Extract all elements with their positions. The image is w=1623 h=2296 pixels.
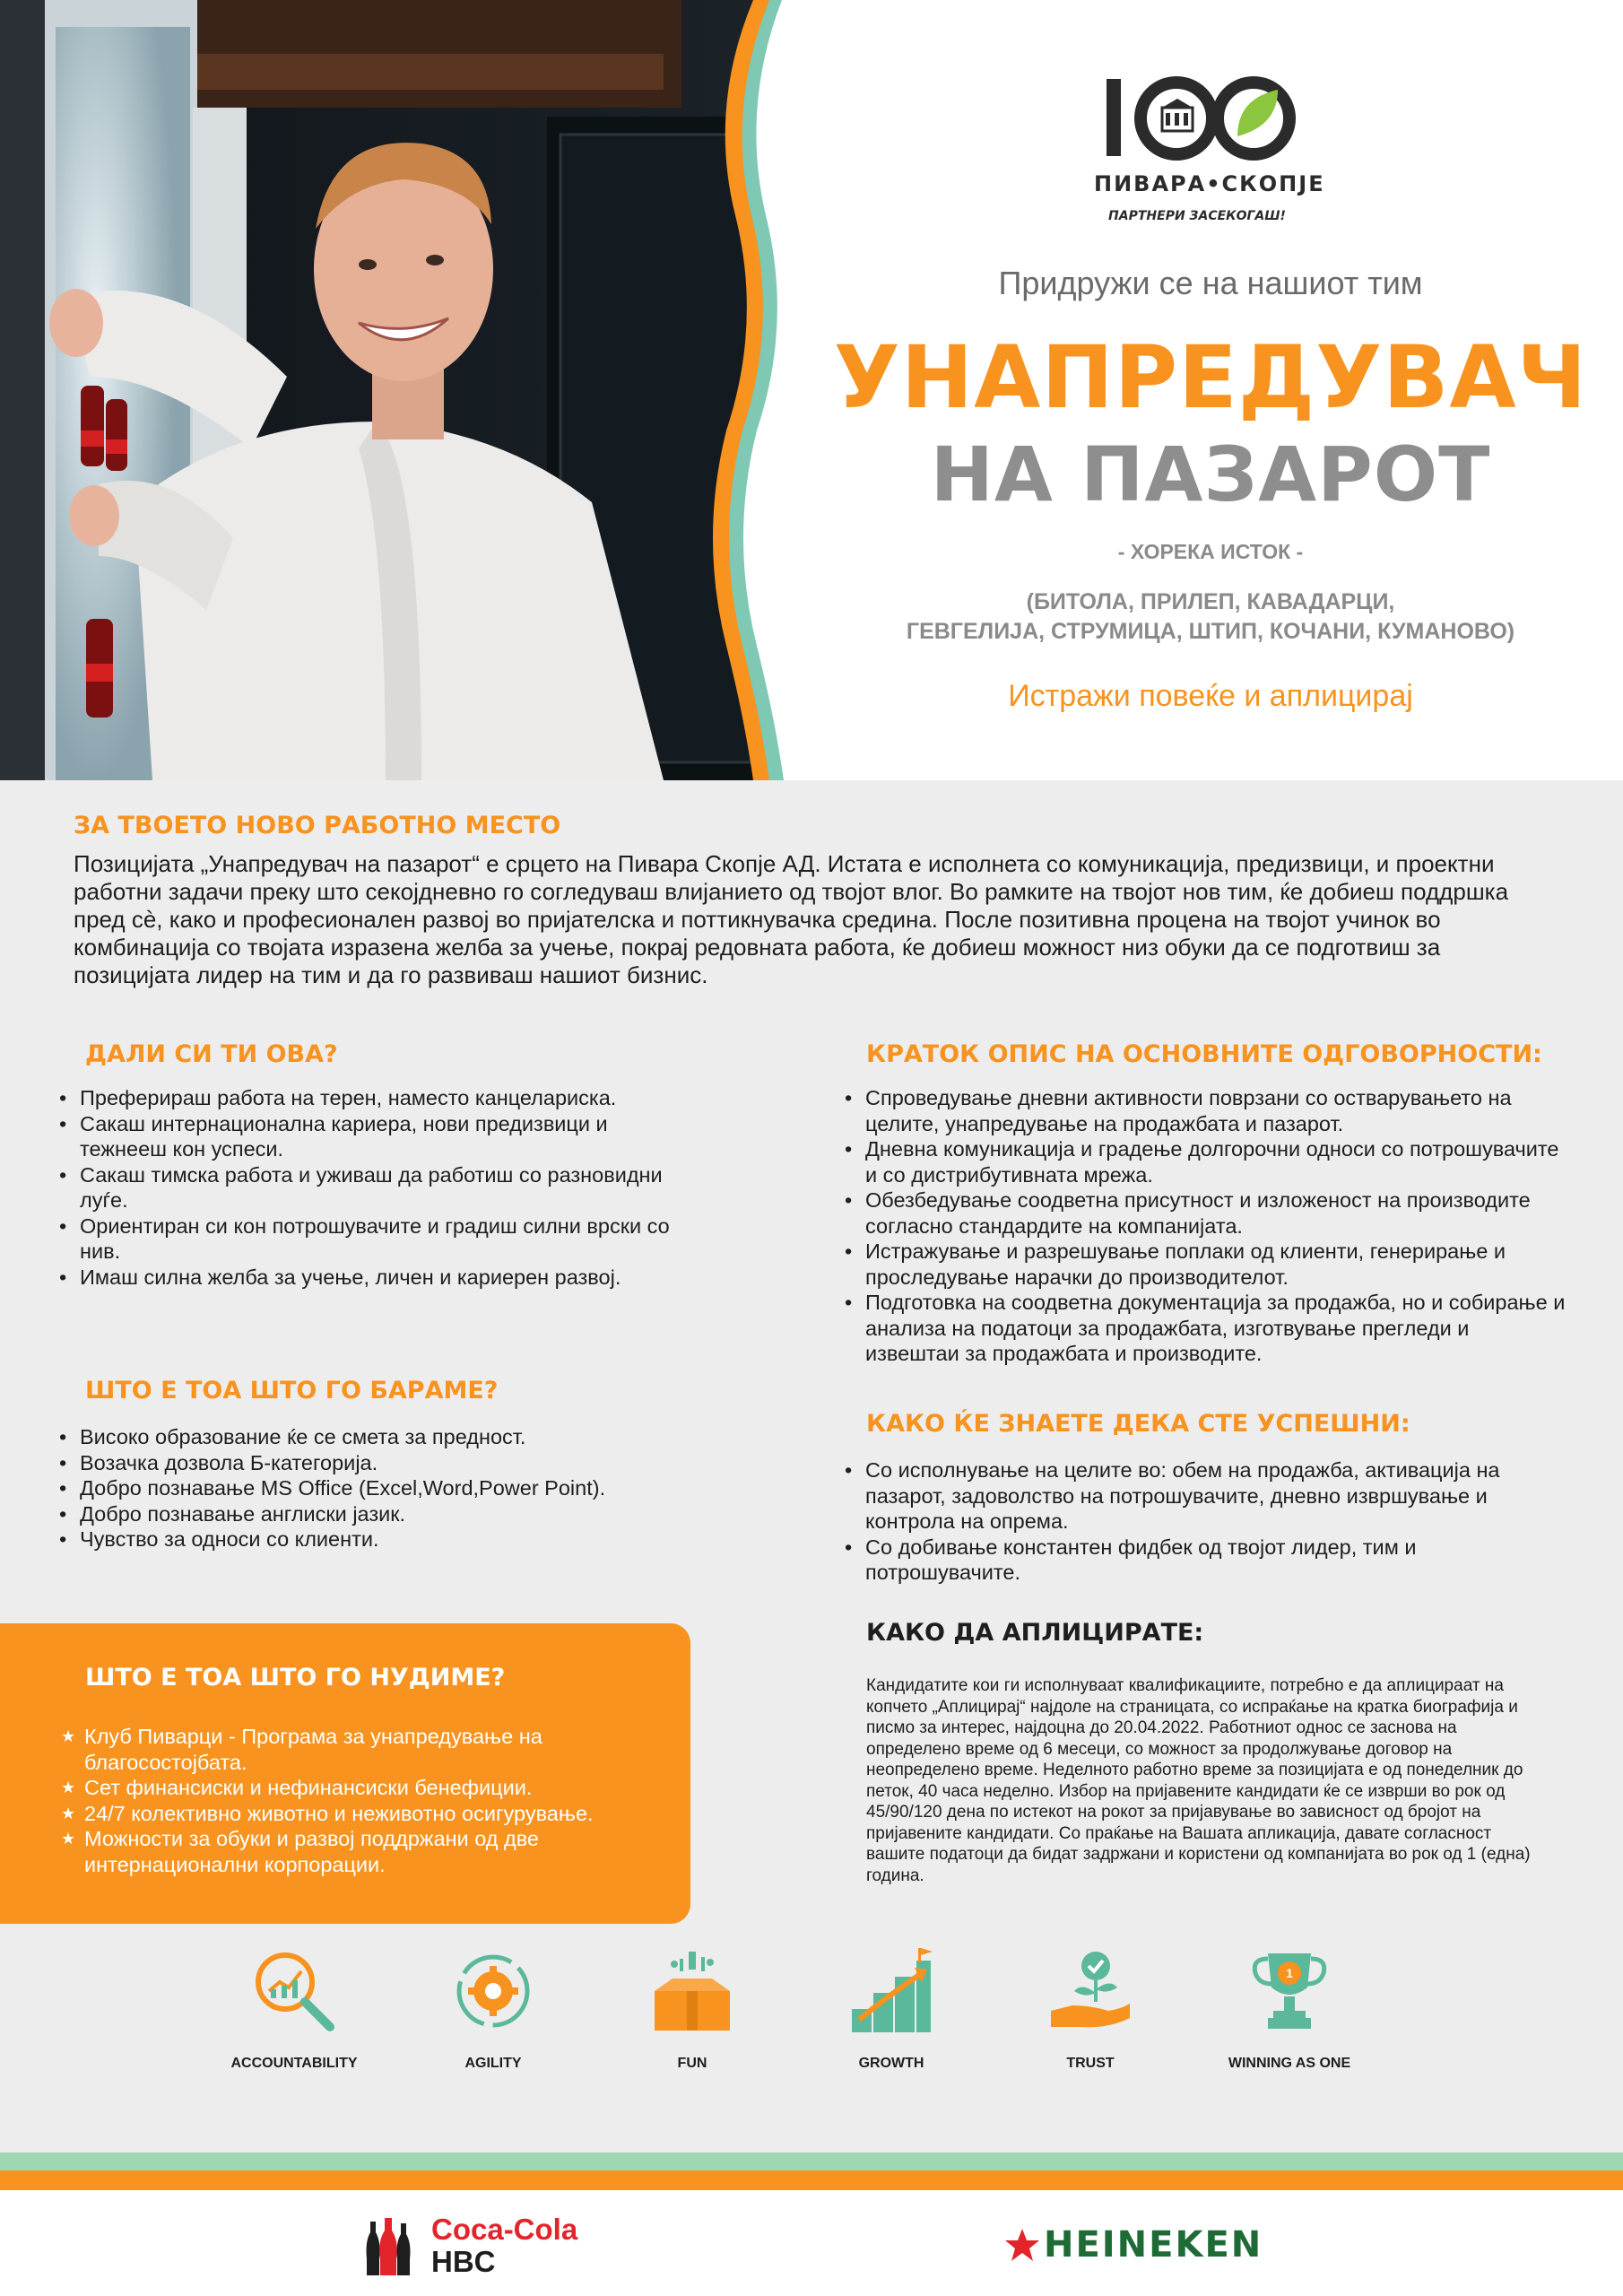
value-fun xyxy=(603,1946,782,2072)
logo-brewery-name: ПИВАРА•СКОПЈЕ xyxy=(1094,171,1325,196)
intro-text: Придружи се на нашиот тим xyxy=(998,265,1423,301)
explore-apply-link[interactable]: Истражи повеќе и аплицирај xyxy=(1008,679,1413,713)
gear-cycle-icon xyxy=(448,1946,538,2036)
svg-text:1: 1 xyxy=(1286,1966,1293,1980)
heineken-logo xyxy=(1004,2224,1263,2266)
hbc-name: HBC xyxy=(431,2245,496,2278)
hero-photo xyxy=(0,0,771,780)
job-title-line1: УНАПРЕДУВАЧ xyxy=(833,327,1588,428)
cities-line2: ГЕВГЕЛИЈА, СТРУМИЦА, ШТИП, КОЧАНИ, КУМАНОВО) xyxy=(906,619,1515,644)
wave-divider xyxy=(699,0,825,780)
cities-line1: (БИТОЛА, ПРИЛЕП, КАВАДАРЦИ, xyxy=(1026,589,1395,614)
red-star-icon xyxy=(1004,2227,1040,2263)
value-growth xyxy=(802,1946,981,2072)
cocacola-hbc-wordmark xyxy=(431,2213,577,2278)
logo-tagline: ПАРТНЕРИ ЗАСЕКОГАШ! xyxy=(1108,209,1286,223)
seek-heading: ШТО Е ТОА ШТО ГО БАРАМЕ? xyxy=(85,1377,499,1405)
value-accountability xyxy=(204,1946,384,2072)
list-item: ★ Сет финансиски и нефинансиски бенефиции. xyxy=(61,1775,671,1801)
list-item: • Преферираш работа на терен, наместо канцелариска. xyxy=(56,1085,683,1111)
offer-heading: ШТО Е ТОА ШТО ГО НУДИМЕ? xyxy=(85,1664,506,1692)
cities-list xyxy=(807,587,1614,647)
list-item: • Сакаш интернационална кариера, нови предизвици и тежнееш кон успеси. xyxy=(56,1111,683,1162)
cocacola-name: Coca-Cola xyxy=(431,2213,578,2246)
duties-list xyxy=(841,1085,1567,1367)
value-agility xyxy=(404,1946,583,2072)
job-heading: ЗА ТВОЕТО НОВО РАБОТНО МЕСТО xyxy=(74,812,561,839)
value-label: TRUST xyxy=(1066,2056,1115,2071)
hero-photo-illustration xyxy=(0,0,771,780)
list-item: • Ориентиран си кон потрошувачите и градиш силни врски со нив. xyxy=(56,1213,683,1265)
hand-plant-icon xyxy=(1046,1946,1135,2036)
list-item: • Со добивање константен фидбек од твојот лидер, тим и потрошувачите. xyxy=(841,1535,1567,1586)
value-label: AGILITY xyxy=(464,2056,522,2071)
offer-list xyxy=(61,1724,671,1877)
bottles-icon xyxy=(363,2214,415,2277)
logo-100-mark xyxy=(1094,72,1300,161)
cocacola-hbc-logo xyxy=(363,2213,577,2278)
trophy-icon xyxy=(1245,1946,1334,2036)
apply-instructions: Кандидатите кои ги исполнуваат квалификациите, потребно е да аплицираат на копчето „Аплицирај“ најдоле на страницата, со испраќање на кратка биографија и писмо за интерес, најдоцна до 20.04.2022. Работниот однос се заснова на определено време од 6 месеци, со можност за продолжување договор на неопределено време. Неделното работно време за позицијата е од понеделник до петок, 40 часа неделно. Избор на пријавените кандидати ќе се изврши во рок од 45/90/120 дена по истекот на рокот за пријавување во зависност од бројот на пријавените кандидати. Со праќање на Вашата апликација, давате согласност вашите податоци да бидат задржани и користени од компанијата во рок од 1 (една) година. xyxy=(866,1676,1531,1885)
duties-heading: КРАТОК ОПИС НА ОСНОВНИТЕ ОДГОВОРНОСТИ: xyxy=(866,1040,1542,1068)
list-item: ★ 24/7 колективно животно и неживотно осигурување. xyxy=(61,1801,671,1827)
heineken-wordmark: HEINEKEN xyxy=(1044,2224,1263,2266)
value-trust xyxy=(1001,1946,1180,2072)
list-item: • Истражување и разрешување поплаки од клиенти, генерирање и проследување нарачки до производителот. xyxy=(841,1239,1567,1290)
list-item: • Високо образование ќе се смета за предност. xyxy=(56,1424,683,1450)
you-heading: ДАЛИ СИ ТИ ОВА? xyxy=(85,1040,338,1068)
growth-stairs-icon xyxy=(846,1946,936,2036)
value-label: WINNING AS ONE xyxy=(1228,2056,1351,2071)
value-winning-as-one xyxy=(1200,1946,1379,2072)
list-item: • Добро познавање англиски јазик. xyxy=(56,1501,683,1527)
value-label: GROWTH xyxy=(858,2056,924,2071)
magnifier-chart-icon xyxy=(249,1946,339,2036)
list-item: • Подготовка на соодветна документација за продажба, но и собирање и анализа на податоци за продажбата, изготвување прегледи и извештаи за продажбата и производите. xyxy=(841,1290,1567,1367)
value-label: ACCOUNTABILITY xyxy=(230,2056,358,2071)
job-description: Позицијата „Унапредувач на пазарот“ е срцето на Пивара Скопје АД. Истата е исполнета со комуникација, предизвици, и проектни работни задачи преку што секојдневно го согледуваш влијанието од твојот влог. Во рамките на твојот нов тим, ќе добиеш поддршка пред сè, како и професионален развој во пријателска и поттикнувачка средина. После позитивна процена на твојот учинок во комбинација со твојата изразена желба за учење, покрај редовната работа, ќе добиеш можност низ обуки да се подготвиш за позицијата лидер на тим и да го развиваш нашиот бизнис. xyxy=(74,850,1509,988)
list-item: • Со исполнување на целите во: обем на продажба, активација на пазарот, задоволство на потрошувачите, дневно извршување и контрола на опрема. xyxy=(841,1457,1567,1535)
gift-box-icon xyxy=(647,1946,737,2036)
success-list xyxy=(841,1457,1567,1586)
list-item: • Имаш силна желба за учење, личен и кариерен развој. xyxy=(56,1265,683,1291)
list-item: • Чувство за односи со клиенти. xyxy=(56,1526,683,1552)
success-heading: КАКО ЌЕ ЗНАЕТЕ ДЕКА СТЕ УСПЕШНИ: xyxy=(866,1410,1410,1438)
pivara-skopje-logo xyxy=(1094,72,1325,223)
list-item: ★ Клуб Пиварци - Програма за унапредување на благосостојбата. xyxy=(61,1724,671,1775)
list-item: • Добро познавање MS Office (Excel,Word,Power Point). xyxy=(56,1475,683,1501)
apply-heading: КАКО ДА АПЛИЦИРАТЕ: xyxy=(866,1619,1204,1647)
you-list xyxy=(56,1085,683,1290)
footer-stripe-green xyxy=(0,2152,1623,2170)
footer xyxy=(0,2190,1623,2296)
list-item: ★ Можности за обуки и развој поддржани од две интернационални корпорации. xyxy=(61,1826,671,1877)
list-item: • Сакаш тимска работа и уживаш да работиш со разновидни луѓе. xyxy=(56,1162,683,1213)
footer-stripe-orange xyxy=(0,2170,1623,2190)
list-item: • Дневна комуникација и градење долгорочни односи со потрошувачите и со дистрибутивната мрежа. xyxy=(841,1136,1567,1187)
seek-list xyxy=(56,1424,683,1552)
region-label: - ХОРЕКА ИСТОК - xyxy=(1117,540,1304,563)
list-item: • Обезбедување соодветна присутност и изложеност на производите согласно стандардите на компанијата. xyxy=(841,1187,1567,1239)
job-title-line2: НА ПАЗАРОТ xyxy=(930,430,1491,518)
value-label: FUN xyxy=(677,2056,707,2071)
list-item: • Возачка дозвола Б-категорија. xyxy=(56,1450,683,1476)
list-item: • Спроведување дневни активности поврзани со остварувањето на целите, унапредување на продажбата и пазарот. xyxy=(841,1085,1567,1136)
